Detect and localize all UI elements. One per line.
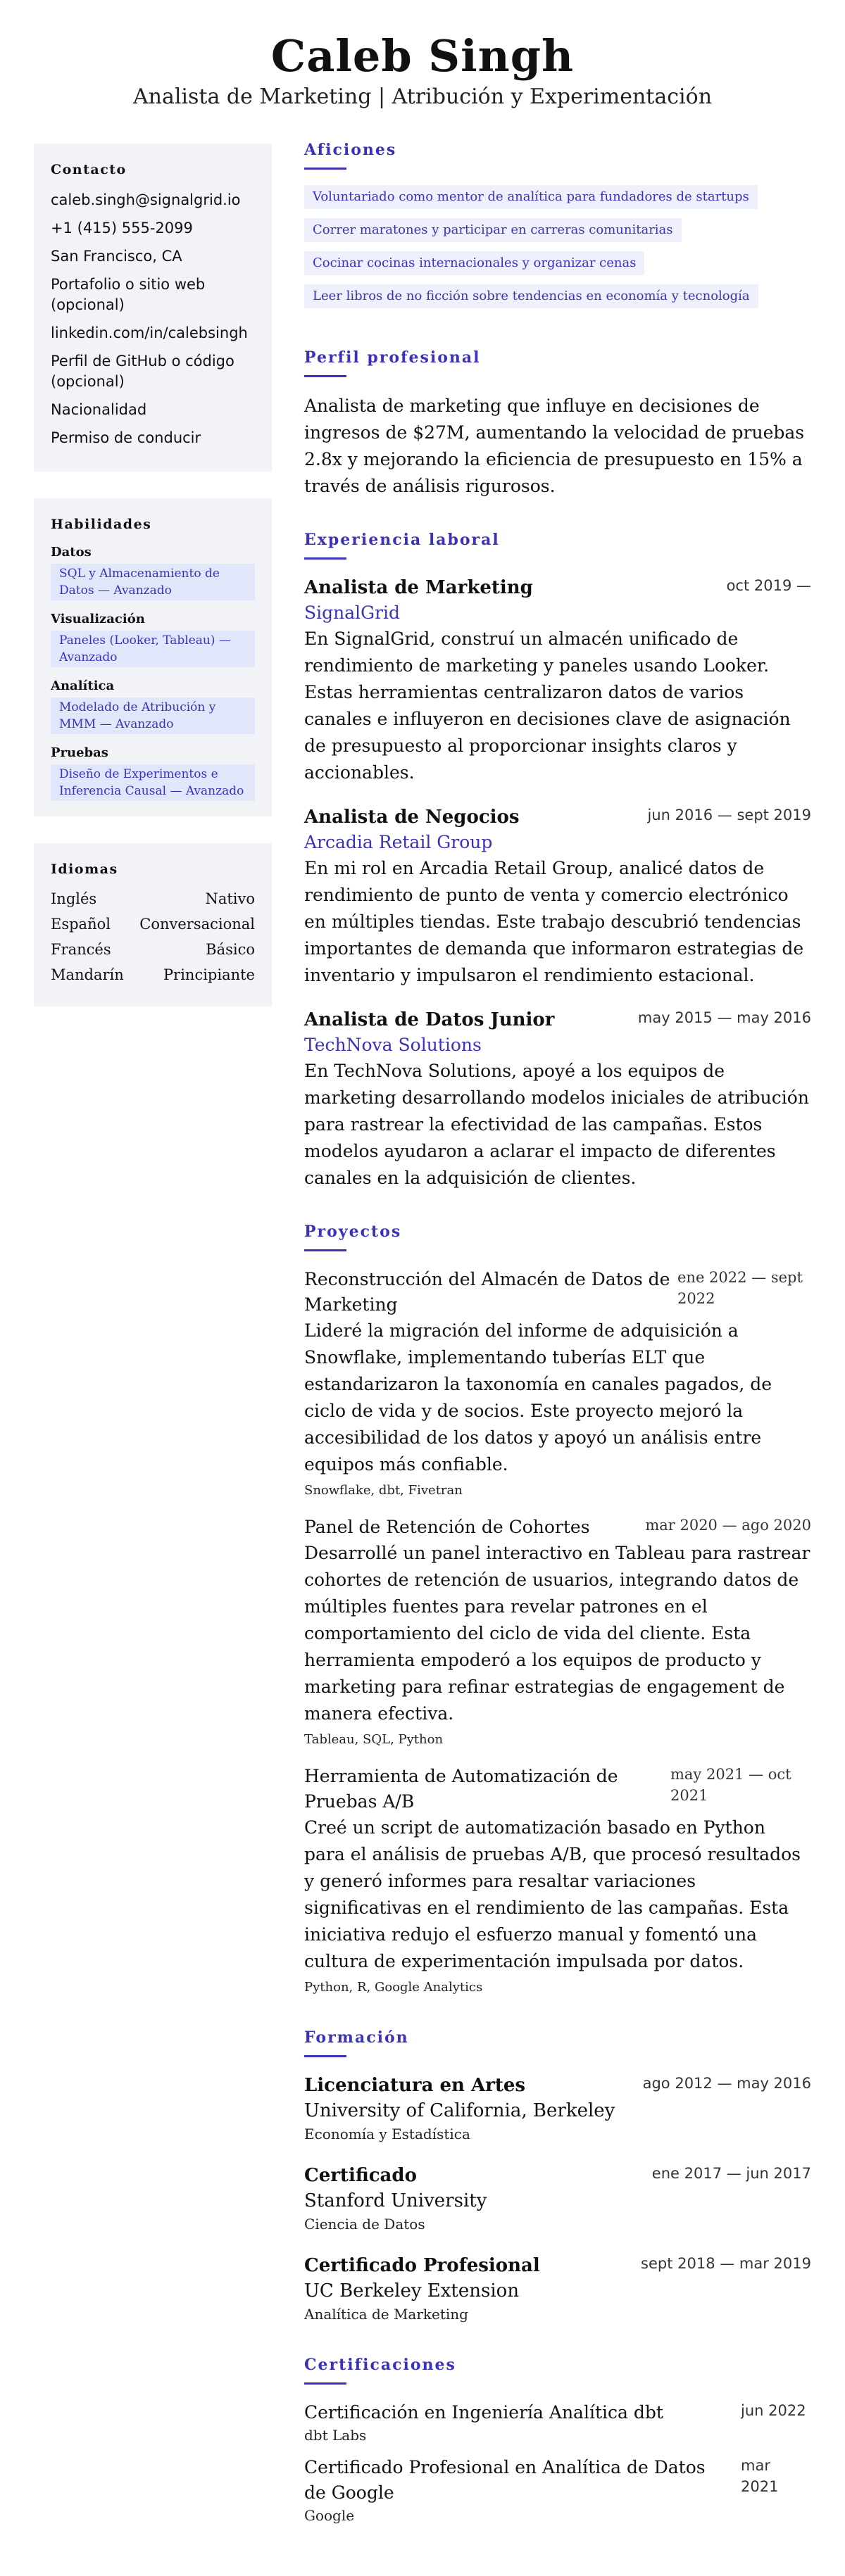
project-dates: may 2021 — oct 2021 bbox=[670, 1766, 791, 1804]
contact-phone[interactable]: +1 (415) 555-2099 bbox=[51, 220, 193, 236]
education-school: University of California, Berkeley bbox=[304, 2100, 615, 2121]
contact-driving-license: Permiso de conducir bbox=[51, 429, 201, 446]
languages-title: Idiomas bbox=[51, 861, 118, 877]
project-description: Lideré la migración del informe de adquisición a Snowflake, implementando tuberías ELT que estandarizaron la taxonomía en canales pagados, de ciclo de vida y de socios. Este proyecto mejoró la accesibilidad de los datos y apoyó un análisis entre equipos más confiable. bbox=[304, 1320, 772, 1475]
main-content bbox=[304, 138, 811, 2553]
job-description: En mi rol en Arcadia Retail Group, analicé datos de rendimiento de punto de venta y comercio electrónico en múltiples tiendas. Este trabajo descubrió tendencias importantes de demanda que informaron estrategias de inventario y impulsaron el rendimiento estacional. bbox=[304, 858, 804, 985]
section-title: Perfil profesional bbox=[304, 348, 481, 367]
skill-chip: SQL y Almacenamiento de Datos — Avanzado bbox=[51, 564, 255, 600]
project-entry bbox=[304, 1267, 811, 1501]
project-title: Reconstrucción del Almacén de Datos de Marketing bbox=[304, 1269, 670, 1315]
language-row bbox=[51, 940, 255, 959]
job-dates: jun 2016 — sept 2019 bbox=[647, 807, 811, 823]
language-level: Nativo bbox=[205, 890, 255, 907]
education-field: Ciencia de Datos bbox=[304, 2216, 425, 2233]
contact-portfolio: Portafolio o sitio web (opcional) bbox=[51, 276, 206, 313]
job-company: SignalGrid bbox=[304, 602, 401, 623]
language-name: Francés bbox=[51, 941, 111, 958]
language-row bbox=[51, 966, 255, 984]
section-divider bbox=[304, 1249, 346, 1251]
project-tools: Tableau, SQL, Python bbox=[304, 1732, 444, 1747]
certification-date: mar 2021 bbox=[741, 2457, 779, 2495]
job-description: En SignalGrid, construí un almacén unificado de rendimiento de marketing y paneles usando Looker. Estas herramientas centralizaron datos de varios canales e influyeron en decisiones clave de asignación de presupuesto al proporcionar insights claros y accionables. bbox=[304, 629, 791, 783]
section-title: Certificaciones bbox=[304, 2356, 456, 2374]
contact-title: Contacto bbox=[51, 162, 127, 177]
projects-section bbox=[304, 1220, 811, 1997]
skill-chip: Modelado de Atribución y MMM — Avanzado bbox=[51, 697, 255, 734]
hobby-tag: Correr maratones y participar en carreras comunitarias bbox=[304, 218, 682, 242]
certification-name: Certificación en Ingeniería Analítica dbt bbox=[304, 2402, 663, 2423]
experience-entry bbox=[304, 804, 811, 989]
sidebar bbox=[34, 144, 272, 1033]
language-level: Conversacional bbox=[139, 916, 255, 933]
hobby-tag: Voluntariado como mentor de analítica para fundadores de startups bbox=[304, 185, 758, 209]
education-dates: ene 2017 — jun 2017 bbox=[651, 2165, 811, 2182]
candidate-headline: Analista de Marketing | Atribución y Experimentación bbox=[132, 84, 713, 109]
hobby-tag: Leer libros de no ficción sobre tendencias en economía y tecnología bbox=[304, 284, 758, 308]
skill-category-pruebas: Pruebas bbox=[51, 745, 108, 760]
education-entry bbox=[304, 2163, 811, 2235]
skill-category-visualizacion: Visualización bbox=[51, 612, 145, 626]
job-company: Arcadia Retail Group bbox=[304, 832, 493, 852]
hobby-tag: Cocinar cocinas internacionales y organizar cenas bbox=[304, 251, 644, 275]
section-title: Proyectos bbox=[304, 1223, 402, 1241]
skill-chip: Diseño de Experimentos e Inferencia Causal — Avanzado bbox=[51, 764, 255, 801]
project-dates: mar 2020 — ago 2020 bbox=[645, 1517, 811, 1534]
experience-entry bbox=[304, 1007, 811, 1192]
education-field: Economía y Estadística bbox=[304, 2126, 470, 2142]
certification-issuer: Google bbox=[304, 2507, 355, 2524]
project-tools: Snowflake, dbt, Fivetran bbox=[304, 1483, 463, 1498]
language-level: Básico bbox=[206, 941, 255, 958]
section-divider bbox=[304, 375, 346, 377]
project-dates: ene 2022 — sept 2022 bbox=[677, 1269, 803, 1307]
skill-chip: Paneles (Looker, Tableau) — Avanzado bbox=[51, 631, 255, 667]
contact-location: San Francisco, CA bbox=[51, 248, 182, 265]
job-description: En TechNova Solutions, apoyé a los equipos de marketing desarrollando modelos iniciales de atribución para rastrear la efectividad de las campañas. Estos modelos ayudaron a aclarar el impacto de diferentes canales en la adquisición de clientes. bbox=[304, 1061, 809, 1188]
job-role: Analista de Negocios bbox=[304, 807, 520, 828]
language-level: Principiante bbox=[163, 966, 255, 983]
certifications-section bbox=[304, 2353, 811, 2525]
job-dates: may 2015 — may 2016 bbox=[637, 1009, 811, 1026]
job-role: Analista de Marketing bbox=[304, 577, 533, 598]
skills-card bbox=[34, 498, 272, 816]
education-section bbox=[304, 2026, 811, 2325]
languages-card bbox=[34, 843, 272, 1006]
section-divider bbox=[304, 2382, 346, 2385]
contact-github: Perfil de GitHub o código (opcional) bbox=[51, 353, 234, 390]
education-degree: Certificado bbox=[304, 2165, 417, 2186]
education-school: Stanford University bbox=[304, 2190, 487, 2211]
language-name: Español bbox=[51, 916, 111, 933]
skills-title: Habilidades bbox=[51, 517, 152, 532]
project-title: Herramienta de Automatización de Pruebas A/B bbox=[304, 1766, 618, 1812]
profile-summary: Analista de marketing que influye en decisiones de ingresos de $27M, aumentando la velocidad de pruebas 2.8x y mejorando la eficiencia de presupuesto en 15% a través de análisis rigurosos. bbox=[304, 396, 805, 496]
project-tools: Python, R, Google Analytics bbox=[304, 1980, 483, 1995]
job-company: TechNova Solutions bbox=[304, 1035, 482, 1055]
skill-category-datos: Datos bbox=[51, 545, 92, 560]
candidate-name: Caleb Singh bbox=[270, 30, 575, 82]
project-entry bbox=[304, 1764, 811, 1997]
education-dates: ago 2012 — may 2016 bbox=[642, 2075, 811, 2092]
contact-linkedin[interactable]: linkedin.com/in/calebsingh bbox=[51, 324, 248, 341]
skill-category-analitica: Analítica bbox=[51, 678, 115, 693]
project-title: Panel de Retención de Cohortes bbox=[304, 1517, 590, 1537]
project-description: Creé un script de automatización basado en Python para el análisis de pruebas A/B, que procesó resultados y generó informes para resaltar variaciones significativas en el rendimiento de las campañas. Esta iniciativa redujo el esfuerzo manual y fomentó una cultura de experimentación impulsada por datos. bbox=[304, 1817, 801, 1971]
language-name: Mandarín bbox=[51, 966, 124, 983]
language-row bbox=[51, 915, 255, 933]
contact-card bbox=[34, 144, 272, 472]
section-divider bbox=[304, 2055, 346, 2057]
profile-section bbox=[304, 346, 811, 500]
education-school: UC Berkeley Extension bbox=[304, 2280, 520, 2302]
experience-section bbox=[304, 528, 811, 1192]
section-title: Experiencia laboral bbox=[304, 531, 500, 549]
education-degree: Licenciatura en Artes bbox=[304, 2075, 526, 2096]
job-role: Analista de Datos Junior bbox=[304, 1009, 555, 1030]
project-description: Desarrollé un panel interactivo en Tableau para rastrear cohortes de retención de usuarios, integrando datos de múltiples fuentes para revelar patrones en el comportamiento del ciclo de vida del cliente. Esta herramienta empoderó a los equipos de producto y marketing para refinar estrategias de engagement de manera efectiva. bbox=[304, 1543, 810, 1724]
section-divider bbox=[304, 168, 346, 170]
education-dates: sept 2018 — mar 2019 bbox=[641, 2255, 811, 2272]
resume-header bbox=[0, 30, 845, 111]
job-dates: oct 2019 — bbox=[726, 577, 811, 594]
section-title: Formación bbox=[304, 2028, 409, 2047]
education-field: Analítica de Marketing bbox=[304, 2306, 468, 2323]
project-entry bbox=[304, 1515, 811, 1750]
certification-entry bbox=[304, 2400, 811, 2445]
language-row bbox=[51, 890, 255, 908]
section-title: Aficiones bbox=[304, 141, 397, 159]
language-name: Inglés bbox=[51, 890, 97, 907]
certification-entry bbox=[304, 2455, 811, 2525]
education-entry bbox=[304, 2253, 811, 2325]
certification-issuer: dbt Labs bbox=[304, 2427, 367, 2444]
experience-entry bbox=[304, 575, 811, 786]
education-entry bbox=[304, 2073, 811, 2145]
contact-nationality: Nacionalidad bbox=[51, 401, 147, 418]
section-divider bbox=[304, 557, 346, 560]
certification-date: jun 2022 bbox=[741, 2402, 806, 2419]
contact-email[interactable]: caleb.singh@signalgrid.io bbox=[51, 191, 241, 208]
education-degree: Certificado Profesional bbox=[304, 2255, 540, 2276]
hobbies-section bbox=[304, 138, 811, 317]
certification-name: Certificado Profesional en Analítica de Datos de Google bbox=[304, 2457, 706, 2503]
